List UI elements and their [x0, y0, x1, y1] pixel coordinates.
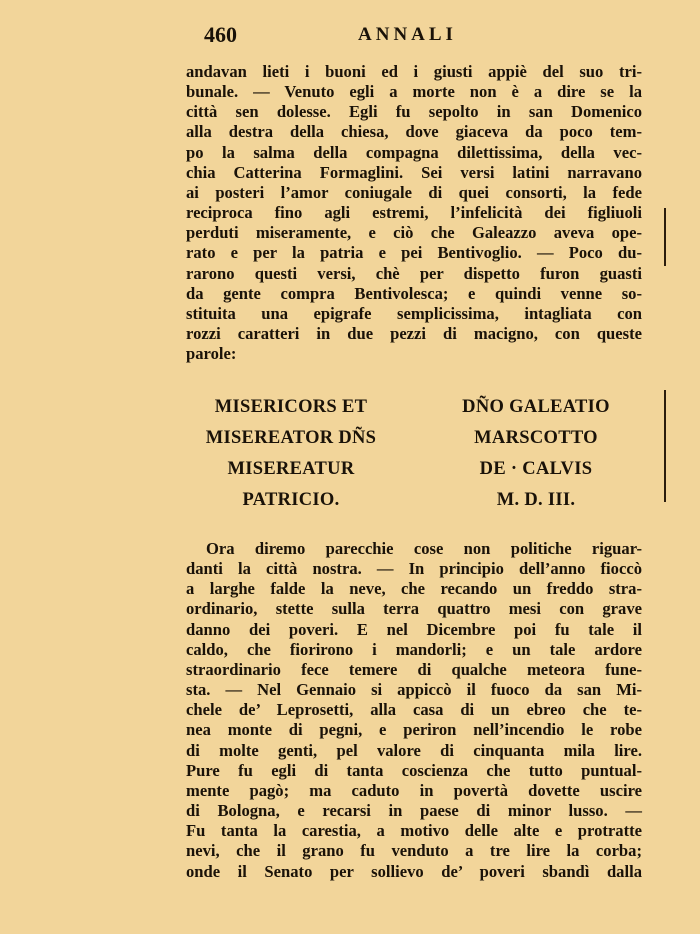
text-line: mente pagò; ma caduto in povertà dovette uscire [186, 780, 642, 800]
text-line: ai posteri l’amor coniugale di quei consorti, la fede [186, 182, 642, 202]
text-line: bunale. — Venuto egli a morte non è a dire se la [186, 82, 642, 102]
text-line: di Bologna, e recarsi in paese di minor lusso. — [186, 801, 642, 821]
text-line: reciproca fino agli estremi, l’infelicità dei figliuoli [186, 203, 642, 223]
text-line: città sen dolesse. Egli fu sepolto in san Domenico [186, 102, 642, 122]
text-line: stituita una epigrafe semplicissima, intagliata con [186, 303, 642, 323]
epigraph-left-column [186, 392, 396, 516]
text-line: alla destra della chiesa, dove giaceva da poco tem- [186, 122, 642, 142]
text-line: nea monte di pegni, e periron nell’incendio le robe [186, 720, 642, 740]
page-number: 460 [204, 22, 237, 47]
epigraph-line: DÑO GALEATIO [462, 397, 610, 417]
epigraph-line: MISEREATOR DÑS [205, 428, 377, 448]
margin-rule [664, 390, 666, 502]
epigraph-line: MISERICORS ET [214, 397, 368, 417]
text-line: onde il Senato per sollievo de’ poveri sbandì dalla [186, 861, 642, 881]
text-line: a larghe falde la neve, che recando un freddo stra- [186, 579, 642, 599]
running-title: ANNALI [358, 24, 457, 45]
text-line: chele de’ Leprosetti, alla casa di un ebreo che te- [186, 700, 642, 720]
text-line: sta. — Nel Gennaio si appiccò il fuoco da san Mi- [186, 680, 642, 700]
text-line: danti la città nostra. — In principio dell’anno fioccò [186, 559, 642, 579]
text-line: chia Catterina Formaglini. Sei versi latini narravano [186, 162, 642, 182]
text-line: di molte genti, pel valore di cinquanta mila lire. [186, 740, 642, 760]
text-line: caldo, che fiorirono i mandorli; e un tale ardore [186, 639, 642, 659]
epigraph-right-column [436, 392, 636, 516]
text-line: po la salma della compagna dilettissima, della vec- [186, 142, 642, 162]
text-line: da gente compra Bentivolesca; e quindi venne so- [186, 283, 642, 303]
epigraph [186, 392, 642, 522]
text-line: perduti miseramente, e ciò che Galeazzo aveva ope- [186, 223, 642, 243]
text-line: nevi, che il grano fu venduto a tre lire la corba; [186, 841, 642, 861]
text-line: straordinario fece temere di qualche meteora fune- [186, 659, 642, 679]
epigraph-line: MISEREATUR [227, 459, 355, 479]
epigraph-line: M. D. III. [496, 490, 576, 510]
text-line: Ora diremo parecchie cose non politiche riguar- [206, 539, 642, 558]
epigraph-line: DE · CALVIS [479, 459, 593, 479]
text-line: ordinario, stette sulla terra quattro mesi con grave [186, 599, 642, 619]
margin-rule [664, 208, 666, 266]
text-line: andavan lieti i buoni ed i giusti appiè del suo tri- [186, 62, 642, 81]
page-header [186, 22, 646, 48]
epigraph-line: MARSCOTTO [474, 428, 598, 448]
text-line: rozzi caratteri in due pezzi di macigno, con queste [186, 324, 642, 344]
text-line: Fu tanta la carestia, a motivo delle alte e protratte [186, 821, 642, 841]
epigraph-line: PATRICIO. [242, 490, 340, 510]
text-line: rarono questi versi, chè per dispetto furon guasti [186, 263, 642, 283]
paragraph-1 [186, 62, 642, 364]
paragraph-2 [186, 539, 642, 882]
text-line: Pure fu egli di tanta coscienza che tutto puntual- [186, 760, 642, 780]
text-line: danno dei poveri. E nel Dicembre poi fu tale il [186, 619, 642, 639]
text-line: rato e per la patria e pei Bentivoglio. — Poco du- [186, 243, 642, 263]
text-line: parole: [186, 344, 237, 364]
